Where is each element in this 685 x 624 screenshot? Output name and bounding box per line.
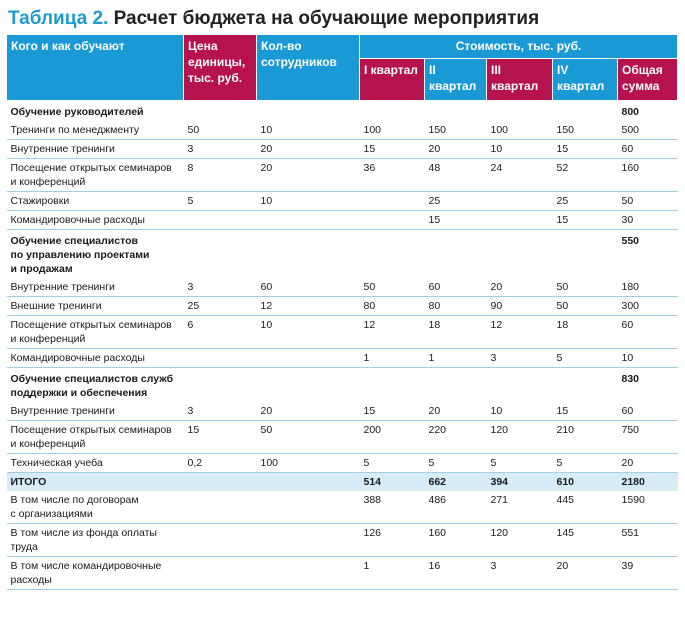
cell-value: 80 <box>360 297 425 316</box>
cell-value: 15 <box>553 140 618 159</box>
cell-value: 514 <box>360 473 425 492</box>
cell-value: 3 <box>184 402 257 421</box>
cell-value: 36 <box>360 159 425 192</box>
cell-value: 8 <box>184 159 257 192</box>
cell-value <box>184 524 257 557</box>
header-quarter-2: II квартал <box>425 59 487 101</box>
table-row <box>7 524 678 557</box>
cell-value <box>487 192 553 211</box>
cell-value: 1 <box>425 349 487 368</box>
cell-value: 210 <box>553 421 618 454</box>
cell-value: 39 <box>618 557 678 590</box>
header-price: Цена единицы, тыс. руб. <box>184 35 257 101</box>
cell-value: 20 <box>425 402 487 421</box>
table-body <box>7 101 678 590</box>
cell-value: 15 <box>360 402 425 421</box>
header-quarter-4: IV квартал <box>553 59 618 101</box>
cell-value: 220 <box>425 421 487 454</box>
header-count: Кол-во сотрудников <box>257 35 360 101</box>
cell-value: 445 <box>553 491 618 524</box>
cell-value <box>553 230 618 279</box>
table-row <box>7 557 678 590</box>
cell-value <box>360 192 425 211</box>
cell-value: 388 <box>360 491 425 524</box>
table-row <box>7 316 678 349</box>
cell-value <box>257 491 360 524</box>
table-row <box>7 140 678 159</box>
table-title <box>8 8 539 30</box>
cell-value: 5 <box>360 454 425 473</box>
cell-value <box>184 101 257 122</box>
table-caption: Расчет бюджета на обучающие мероприятия <box>113 8 540 29</box>
cell-value <box>487 211 553 230</box>
cell-value: 20 <box>257 159 360 192</box>
table-row <box>7 349 678 368</box>
cell-value: 120 <box>487 524 553 557</box>
cell-value: 160 <box>425 524 487 557</box>
cell-value: 12 <box>487 316 553 349</box>
cell-value <box>184 211 257 230</box>
cell-value: 60 <box>618 316 678 349</box>
cell-value: 3 <box>184 278 257 297</box>
cell-value <box>487 368 553 403</box>
row-label: Обучение специалистов служб поддержки и обеспечения <box>10 373 174 399</box>
cell-value <box>184 368 257 403</box>
cell-value: 80 <box>425 297 487 316</box>
cell-value: 100 <box>257 454 360 473</box>
cell-value: 100 <box>487 121 553 140</box>
cell-value: 1 <box>360 349 425 368</box>
header-quarter-1: I квартал <box>360 59 425 101</box>
cell-value: 60 <box>618 140 678 159</box>
cell-value: 145 <box>553 524 618 557</box>
cell-value: 550 <box>621 235 640 247</box>
cell-value: 0,2 <box>184 454 257 473</box>
cell-value <box>360 211 425 230</box>
cell-value: 20 <box>257 140 360 159</box>
row-label: В том числе из фонда оплаты труда <box>7 524 184 557</box>
cell-value: 25 <box>553 192 618 211</box>
cell-value: 2180 <box>618 473 678 492</box>
cell-value: 551 <box>618 524 678 557</box>
header-row-1 <box>7 35 678 59</box>
header-quarter-3: III квартал <box>487 59 553 101</box>
cell-value: 394 <box>487 473 553 492</box>
row-label: Командировочные расходы <box>7 211 184 230</box>
cell-value <box>184 230 257 279</box>
cell-value: 50 <box>618 192 678 211</box>
cell-value: 15 <box>360 140 425 159</box>
cell-value <box>257 230 360 279</box>
row-label: Посещение открытых семинаров и конференций <box>7 159 184 192</box>
budget-table <box>6 34 678 590</box>
cell-value: 150 <box>553 121 618 140</box>
cell-value: 25 <box>184 297 257 316</box>
table-row <box>7 278 678 297</box>
row-label: Внутренние тренинги <box>7 140 184 159</box>
cell-value: 5 <box>553 454 618 473</box>
cell-value: 10 <box>487 140 553 159</box>
cell-value <box>553 368 618 403</box>
cell-value <box>360 230 425 279</box>
cell-value: 50 <box>257 421 360 454</box>
cell-value: 3 <box>487 557 553 590</box>
table-row <box>7 454 678 473</box>
cell-value: 52 <box>553 159 618 192</box>
table-row <box>7 297 678 316</box>
cell-value: 60 <box>618 402 678 421</box>
cell-value: 50 <box>360 278 425 297</box>
row-label: Внутренние тренинги <box>7 402 184 421</box>
cell-value: 20 <box>257 402 360 421</box>
section-row <box>7 230 678 279</box>
cell-value: 750 <box>618 421 678 454</box>
cell-value: 160 <box>618 159 678 192</box>
cell-value: 180 <box>618 278 678 297</box>
cell-value: 20 <box>425 140 487 159</box>
cell-value: 10 <box>257 192 360 211</box>
cell-value <box>257 557 360 590</box>
cell-value: 830 <box>621 373 640 385</box>
cell-value <box>184 491 257 524</box>
table-row <box>7 159 678 192</box>
cell-value: 500 <box>618 121 678 140</box>
cell-value: 100 <box>360 121 425 140</box>
cell-value: 6 <box>184 316 257 349</box>
cell-value <box>257 101 360 122</box>
row-label: В том числе по договорам с организациями <box>7 491 184 524</box>
table-row <box>7 491 678 524</box>
cell-value: 90 <box>487 297 553 316</box>
row-label: Командировочные расходы <box>7 349 184 368</box>
cell-value: 20 <box>487 278 553 297</box>
row-label: ИТОГО <box>7 473 184 492</box>
cell-value: 15 <box>553 211 618 230</box>
cell-value: 5 <box>425 454 487 473</box>
cell-value: 3 <box>487 349 553 368</box>
cell-value: 12 <box>257 297 360 316</box>
row-label: Внешние тренинги <box>7 297 184 316</box>
cell-value <box>184 349 257 368</box>
cell-value <box>257 473 360 492</box>
cell-value: 20 <box>553 557 618 590</box>
cell-value: 15 <box>553 402 618 421</box>
row-label: Стажировки <box>7 192 184 211</box>
cell-value: 271 <box>487 491 553 524</box>
row-label: Тренинги по менеджменту <box>7 121 184 140</box>
cell-value: 15 <box>184 421 257 454</box>
row-label: Посещение открытых семинаров и конференций <box>7 421 184 454</box>
table-number: Таблица 2. <box>8 8 109 29</box>
cell-value <box>360 101 425 122</box>
cell-value <box>553 101 618 122</box>
cell-value: 610 <box>553 473 618 492</box>
cell-value <box>184 473 257 492</box>
row-label: Техническая учеба <box>7 454 184 473</box>
table-row <box>7 121 678 140</box>
cell-value <box>487 101 553 122</box>
header-cost: Стоимость, тыс. руб. <box>360 35 678 59</box>
cell-value: 60 <box>425 278 487 297</box>
cell-value: 18 <box>425 316 487 349</box>
cell-value: 126 <box>360 524 425 557</box>
table-row <box>7 421 678 454</box>
cell-value: 1 <box>360 557 425 590</box>
header-who: Кого и как обучают <box>7 35 184 101</box>
cell-value: 120 <box>487 421 553 454</box>
row-label: В том числе командировочные расходы <box>7 557 184 590</box>
row-label: Обучение руководителей <box>10 106 144 118</box>
cell-value: 1590 <box>618 491 678 524</box>
cell-value: 800 <box>621 106 640 118</box>
cell-value: 50 <box>184 121 257 140</box>
cell-value: 16 <box>425 557 487 590</box>
cell-value <box>425 368 487 403</box>
cell-value: 5 <box>553 349 618 368</box>
cell-value <box>257 349 360 368</box>
cell-value <box>257 524 360 557</box>
cell-value: 15 <box>425 211 487 230</box>
cell-value <box>425 230 487 279</box>
cell-value: 10 <box>257 121 360 140</box>
cell-value: 50 <box>553 278 618 297</box>
section-row <box>7 101 678 122</box>
cell-value: 10 <box>487 402 553 421</box>
cell-value: 30 <box>618 211 678 230</box>
cell-value: 10 <box>618 349 678 368</box>
cell-value <box>257 368 360 403</box>
row-label: Посещение открытых семинаров и конференций <box>7 316 184 349</box>
cell-value <box>257 211 360 230</box>
cell-value: 50 <box>553 297 618 316</box>
table-row <box>7 402 678 421</box>
cell-value: 18 <box>553 316 618 349</box>
table-row <box>7 211 678 230</box>
cell-value: 3 <box>184 140 257 159</box>
row-label: Внутренние тренинги <box>7 278 184 297</box>
cell-value: 12 <box>360 316 425 349</box>
cell-value <box>184 557 257 590</box>
row-label: Обучение специалистов по управлению проектами и продажам <box>10 235 150 275</box>
cell-value: 60 <box>257 278 360 297</box>
cell-value: 486 <box>425 491 487 524</box>
cell-value: 300 <box>618 297 678 316</box>
cell-value <box>487 230 553 279</box>
cell-value <box>360 368 425 403</box>
cell-value: 20 <box>618 454 678 473</box>
cell-value: 150 <box>425 121 487 140</box>
cell-value <box>425 101 487 122</box>
header-total: Общая сумма <box>618 59 678 101</box>
section-row <box>7 368 678 403</box>
cell-value: 200 <box>360 421 425 454</box>
total-row <box>7 473 678 492</box>
table-row <box>7 192 678 211</box>
cell-value: 48 <box>425 159 487 192</box>
cell-value: 25 <box>425 192 487 211</box>
cell-value: 24 <box>487 159 553 192</box>
cell-value: 10 <box>257 316 360 349</box>
cell-value: 5 <box>487 454 553 473</box>
cell-value: 5 <box>184 192 257 211</box>
cell-value: 662 <box>425 473 487 492</box>
